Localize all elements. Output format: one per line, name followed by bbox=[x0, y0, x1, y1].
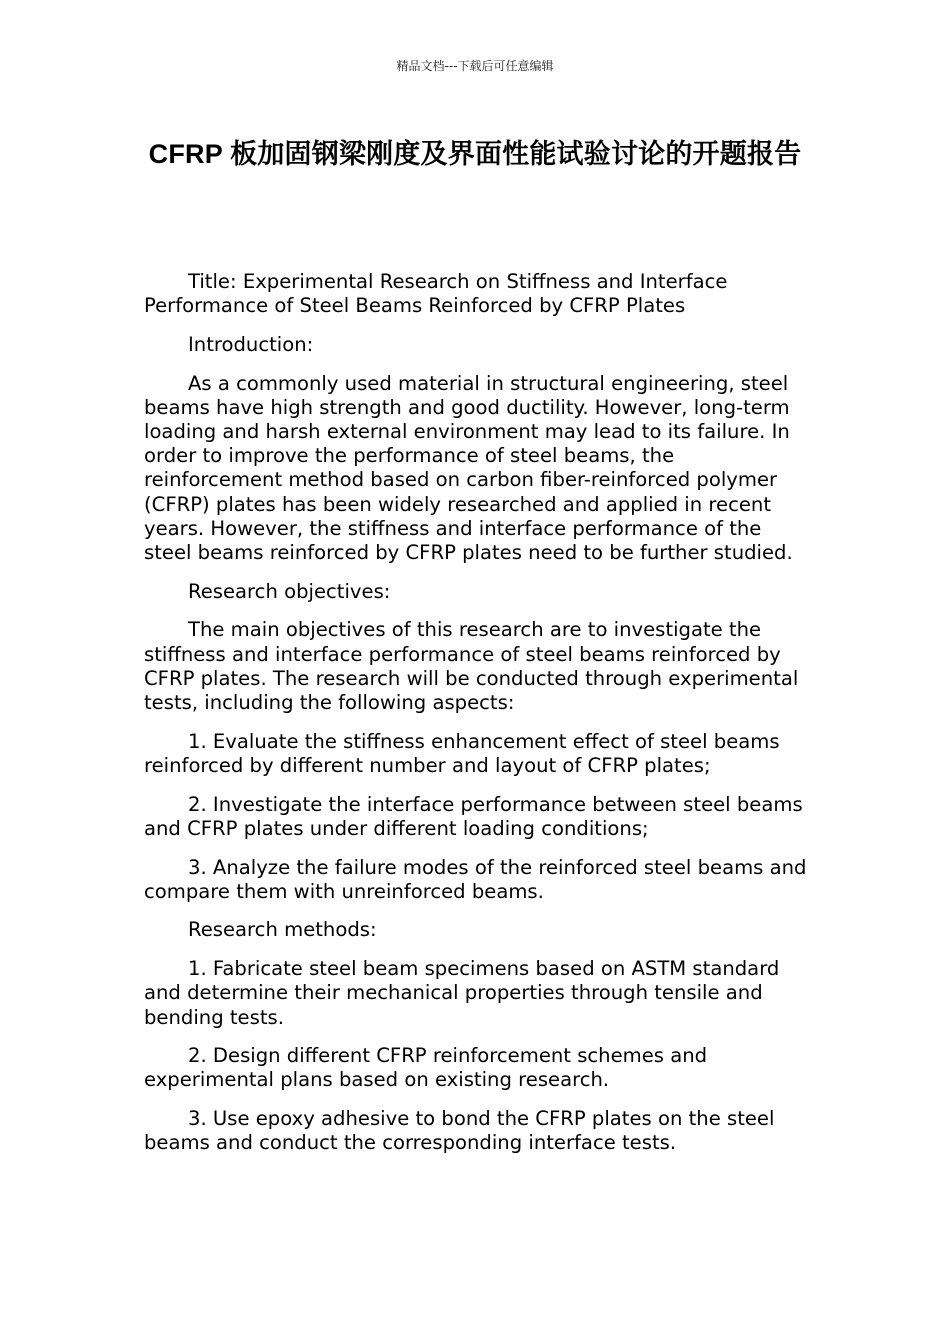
method-item-3: 3. Use epoxy adhesive to bond the CFRP plates on the steel beams and conduct the corresponding interface tests. bbox=[144, 1107, 775, 1155]
objectives-paragraph: The main objectives of this research are to investigate the stiffness and interface performance of steel beams reinforced by CFRP plates. The research will be conducted through experimental tests, including the following aspects: bbox=[144, 618, 799, 715]
section-heading-introduction: Introduction: bbox=[188, 332, 314, 356]
paper-title-paragraph: Title: Experimental Research on Stiffness and Interface Performance of Steel Beams Reinforced by CFRP Plates bbox=[144, 270, 728, 318]
section-heading-methods: Research methods: bbox=[188, 918, 377, 942]
objective-item-1: 1. Evaluate the stiffness enhancement effect of steel beams reinforced by different number and layout of CFRP plates; bbox=[144, 729, 780, 777]
document-body bbox=[144, 270, 808, 1170]
method-item-1: 1. Fabricate steel beam specimens based on ASTM standard and determine their mechanical properties through tensile and bending tests. bbox=[144, 957, 780, 1029]
method-item-2: 2. Design different CFRP reinforcement schemes and experimental plans based on existing research. bbox=[144, 1044, 708, 1092]
objective-item-2: 2. Investigate the interface performance between steel beams and CFRP plates under different loading conditions; bbox=[144, 792, 803, 840]
introduction-paragraph: As a commonly used material in structural engineering, steel beams have high strength and good ductility. However, long-term loading and harsh external environment may lead to its failure. In order to improve the performance of steel beams, the reinforcement method based on carbon fiber-reinforced polymer (CFRP) plates has been widely researched and applied in recent years. However, the stiffness and interface performance of the steel beams reinforced by CFRP plates need to be further studied. bbox=[144, 371, 793, 565]
objective-item-3: 3. Analyze the failure modes of the reinforced steel beams and compare them with unreinforced beams. bbox=[144, 855, 807, 903]
section-heading-objectives: Research objectives: bbox=[188, 579, 391, 603]
document-title: CFRP 板加固钢梁刚度及界面性能试验讨论的开题报告 bbox=[148, 139, 802, 169]
page-header-watermark: 精品文档---下载后可任意编辑 bbox=[396, 59, 554, 73]
